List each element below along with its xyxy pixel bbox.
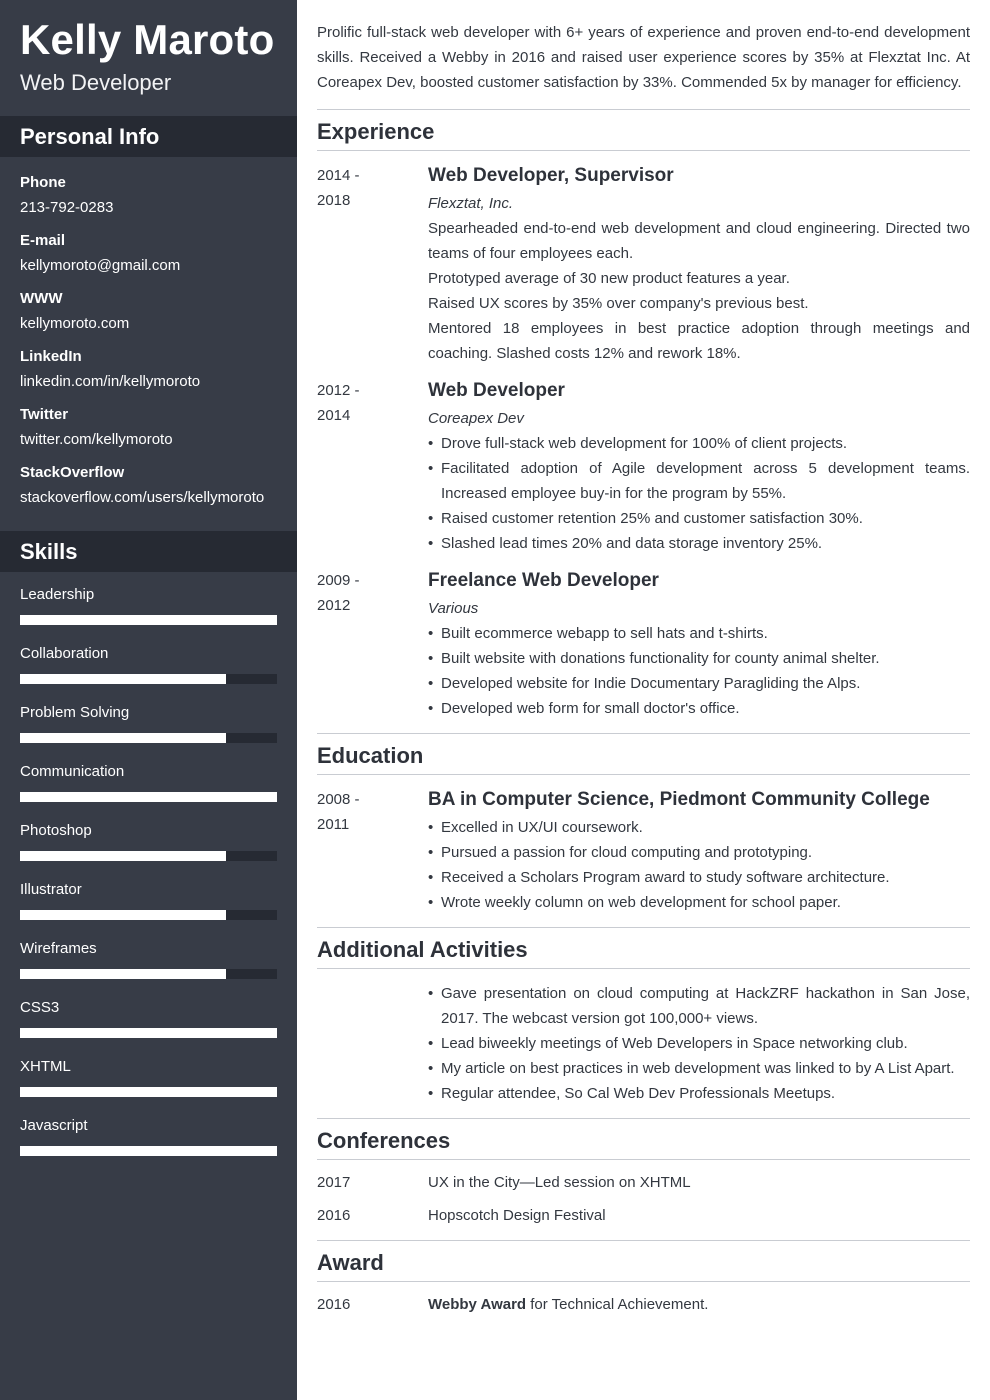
- skill-bar: [20, 733, 277, 743]
- main-content: [297, 0, 990, 1400]
- info-phone: [20, 170, 277, 220]
- info-value: linkedin.com/in/kellymoroto: [20, 373, 201, 390]
- bullet-item: • Built ecommerce webapp to sell hats and t-shirts.: [428, 621, 970, 646]
- info-value: kellymoroto.com: [20, 315, 130, 332]
- entry-paragraph: Mentored 18 employees in best practice adoption through meetings and coaching. Slashed costs 12% and rework 18%.: [428, 320, 970, 362]
- entry-date: 2012 - 2014: [317, 382, 360, 424]
- skill-bar-fill: [20, 1087, 277, 1097]
- conference-text: Hopscotch Design Festival: [428, 1207, 606, 1224]
- bullet-list: [428, 431, 970, 556]
- award-name: Webby Award: [428, 1296, 527, 1313]
- skill-item: [20, 936, 277, 995]
- candidate-name: Kelly Maroto: [20, 16, 275, 63]
- conference-year: 2017: [317, 1174, 351, 1191]
- section-heading: Conferences: [317, 1119, 970, 1160]
- education-entry: [317, 787, 970, 915]
- skill-item: [20, 818, 277, 877]
- section-heading: Additional Activities: [317, 928, 970, 969]
- entry-paragraph: Spearheaded end-to-end web development and cloud engineering. Directed two teams of four employees each.: [428, 220, 970, 262]
- info-value: 213-792-0283: [20, 199, 114, 216]
- skill-bar-fill: [20, 733, 226, 743]
- skill-item: [20, 641, 277, 700]
- info-linkedin: [20, 344, 277, 394]
- entry-company: Coreapex Dev: [428, 410, 524, 427]
- conferences-section: [317, 1119, 970, 1241]
- info-value: stackoverflow.com/users/kellymoroto: [20, 489, 265, 506]
- skill-bar-fill: [20, 1028, 277, 1038]
- skill-bar: [20, 969, 277, 979]
- award-year: 2016: [317, 1296, 351, 1313]
- bullet-item: • Gave presentation on cloud computing at HackZRF hackathon in San Jose, 2017. The webcast version got 100,000+ views.: [428, 981, 970, 1031]
- info-stackoverflow: [20, 460, 277, 510]
- entry-body: [428, 568, 970, 721]
- skill-name: Leadership: [20, 586, 95, 603]
- entry-date: 2009 - 2012: [317, 572, 360, 614]
- skills-list: [0, 572, 297, 1172]
- bullet-item: • Received a Scholars Program award to study software architecture.: [428, 865, 970, 890]
- bullet-item: • Developed web form for small doctor's office.: [428, 696, 970, 721]
- bullet-item: • Excelled in UX/UI coursework.: [428, 815, 970, 840]
- skill-name: CSS3: [20, 999, 60, 1016]
- conference-row: [317, 1203, 970, 1228]
- skill-bar: [20, 1087, 277, 1097]
- entry-title: Freelance Web Developer: [428, 570, 659, 591]
- bullet-item: • Lead biweekly meetings of Web Developers in Space networking club.: [428, 1031, 970, 1056]
- entry-paragraph: Prototyped average of 30 new product features a year.: [428, 270, 790, 287]
- skill-item: [20, 759, 277, 818]
- bullet-item: • Facilitated adoption of Agile development across 5 development teams. Increased employee buy-in for the program by 55%.: [428, 456, 970, 506]
- experience-section: [317, 110, 970, 734]
- sidebar: [0, 0, 297, 1400]
- skill-item: [20, 995, 277, 1054]
- skill-bar: [20, 910, 277, 920]
- skill-bar-fill: [20, 1146, 277, 1156]
- entry-body: [428, 787, 970, 915]
- skill-name: XHTML: [20, 1058, 71, 1075]
- conference-year: 2016: [317, 1207, 351, 1224]
- bullet-item: • Wrote weekly column on web development for school paper.: [428, 890, 970, 915]
- skill-bar-fill: [20, 615, 277, 625]
- skill-bar: [20, 674, 277, 684]
- activities-section: [317, 928, 970, 1119]
- skill-bar: [20, 1028, 277, 1038]
- skill-bar-fill: [20, 792, 277, 802]
- bullet-item: • My article on best practices in web development was linked to by A List Apart.: [428, 1056, 970, 1081]
- skill-bar: [20, 1146, 277, 1156]
- conference-text: UX in the City—Led session on XHTML: [428, 1174, 691, 1191]
- bullet-list: [428, 981, 970, 1106]
- info-email: [20, 228, 277, 278]
- entry-body: [428, 163, 970, 366]
- award-section: [317, 1241, 970, 1329]
- entry-title: BA in Computer Science, Piedmont Community College: [428, 789, 930, 810]
- skill-bar: [20, 851, 277, 861]
- skill-bar: [20, 792, 277, 802]
- bullet-list: [428, 815, 970, 915]
- skill-name: Illustrator: [20, 881, 82, 898]
- info-label: Twitter: [20, 406, 69, 423]
- skill-item: [20, 582, 277, 641]
- skill-bar-fill: [20, 910, 226, 920]
- bullet-item: • Slashed lead times 20% and data storage inventory 25%.: [428, 531, 970, 556]
- entry-body: [428, 981, 970, 1106]
- skill-name: Communication: [20, 763, 125, 780]
- skill-bar-fill: [20, 851, 226, 861]
- bullet-item: • Developed website for Indie Documentary Paragliding the Alps.: [428, 671, 970, 696]
- info-label: WWW: [20, 290, 63, 307]
- skill-bar-fill: [20, 674, 226, 684]
- info-value: kellymoroto@gmail.com: [20, 257, 181, 274]
- personal-info-list: [0, 157, 297, 531]
- section-heading: Education: [317, 734, 970, 775]
- info-label: Phone: [20, 174, 66, 191]
- entry-date: 2014 - 2018: [317, 167, 360, 209]
- skill-item: [20, 1054, 277, 1113]
- bullet-item: • Drove full-stack web development for 100% of client projects.: [428, 431, 970, 456]
- candidate-title: Web Developer: [20, 70, 172, 95]
- bullet-item: • Regular attendee, So Cal Web Dev Professionals Meetups.: [428, 1081, 970, 1106]
- skill-item: [20, 700, 277, 759]
- experience-entry: [317, 568, 970, 721]
- summary: Prolific full-stack web developer with 6+ years of experience and proven end-to-end development skills. Received a Webby in 2016 and raised user experience scores by 35% at Flexztat Inc. At Coreapex Dev, boosted customer satisfaction by 33%. Commended 5x by manager for efficiency.: [317, 20, 970, 110]
- skill-item: [20, 877, 277, 936]
- award-row: [317, 1292, 970, 1317]
- activities-entry: [317, 981, 970, 1106]
- bullet-item: • Built website with donations functionality for county animal shelter.: [428, 646, 970, 671]
- section-heading: Experience: [317, 110, 970, 151]
- skill-name: Wireframes: [20, 940, 97, 957]
- skill-bar-fill: [20, 969, 226, 979]
- skill-name: Collaboration: [20, 645, 109, 662]
- section-heading: Award: [317, 1241, 970, 1282]
- entry-title: Web Developer: [428, 380, 565, 401]
- skill-name: Javascript: [20, 1117, 88, 1134]
- bullet-list: [428, 621, 970, 721]
- bullet-item: • Pursued a passion for cloud computing and prototyping.: [428, 840, 970, 865]
- entry-title: Web Developer, Supervisor: [428, 165, 674, 186]
- entry-company: Flexztat, Inc.: [428, 195, 514, 212]
- info-label: E-mail: [20, 232, 66, 249]
- education-section: [317, 734, 970, 928]
- info-label: LinkedIn: [20, 348, 82, 365]
- skills-heading: Skills: [0, 531, 297, 572]
- info-label: StackOverflow: [20, 464, 125, 481]
- entry-paragraph: Raised UX scores by 35% over company's previous best.: [428, 295, 809, 312]
- skill-bar: [20, 615, 277, 625]
- entry-date-empty: [317, 981, 428, 1106]
- experience-entry: [317, 378, 970, 556]
- conference-row: [317, 1170, 970, 1195]
- award-description: for Technical Achievement.: [526, 1296, 709, 1313]
- skill-name: Problem Solving: [20, 704, 130, 721]
- info-www: [20, 286, 277, 336]
- experience-entry: [317, 163, 970, 366]
- skill-name: Photoshop: [20, 822, 92, 839]
- entry-body: [428, 378, 970, 556]
- personal-info-heading: Personal Info: [0, 116, 297, 157]
- entry-company: Various: [428, 600, 479, 617]
- entry-date: 2008 - 2011: [317, 791, 360, 833]
- bullet-item: • Raised customer retention 25% and customer satisfaction 30%.: [428, 506, 970, 531]
- skill-item: [20, 1113, 277, 1172]
- info-twitter: [20, 402, 277, 452]
- award-text: [428, 1292, 970, 1317]
- info-value: twitter.com/kellymoroto: [20, 431, 173, 448]
